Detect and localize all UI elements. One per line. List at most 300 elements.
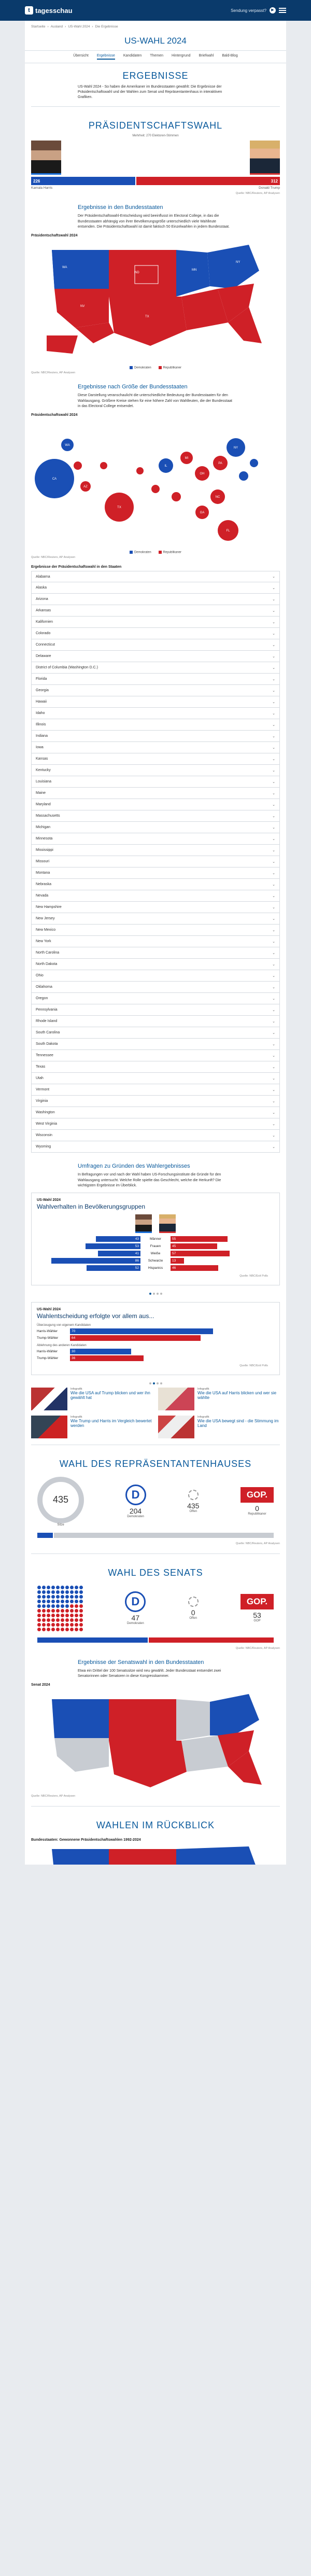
rep-share-bar: 57 <box>171 1251 230 1256</box>
state-name: New Jersey <box>36 917 55 921</box>
map-text: Der Präsidentschaftswahl-Entscheidung wird beeinflusst im Electoral College, in das die Bundesstaaten abhängig von ihrer Bevölkerungsgröße unterschiedlich viele Wahlleute entsenden. Die Präsidentschaftswahl ist damit faktisch 50 Einzelwahlen in jedem Bundesstaat. <box>78 214 230 229</box>
senate-seat <box>75 1618 78 1622</box>
senate-seat <box>61 1623 64 1627</box>
state-name: South Carolina <box>36 1031 60 1035</box>
teaser-image <box>158 1416 194 1438</box>
chevron-down-icon: ⌄ <box>272 677 275 681</box>
chevron-down-icon: ⌄ <box>272 586 275 590</box>
carousel-dots[interactable] <box>25 1379 286 1388</box>
state-row[interactable] <box>31 879 280 890</box>
svg-text:GA: GA <box>200 511 205 514</box>
menu-icon[interactable] <box>279 8 286 13</box>
majority-note: Mehrheit: 270 Elektoren-Stimmen <box>132 134 179 138</box>
svg-text:NV: NV <box>80 304 85 308</box>
state-row[interactable] <box>31 845 280 856</box>
state-name: Idaho <box>36 711 45 716</box>
state-row[interactable] <box>31 1027 280 1039</box>
bubble-chart-label: Präsidentschaftswahl 2024 <box>31 413 78 417</box>
survey-card-motive[interactable]: US-Wahl 2024 Wahlentscheidung erfolgte vor allem aus... Überzeugung von eigenem Kandidaten Harris-Wähler 70 Trump-Wähler 64 Ablehnung des anderen Kandidaten Harris-Wähler 30 Trump-Wähler 36 Quelle: NBC/Exit Polls <box>31 1302 280 1375</box>
senate-seat <box>37 1628 41 1631</box>
senate-seat <box>42 1595 46 1599</box>
teaser-image <box>158 1388 194 1410</box>
tagesschau-logo[interactable]: t tagesschau <box>25 6 73 15</box>
house-heading: WAHL DES REPRÄSENTANTENHAUSES <box>59 1458 252 1469</box>
survey-card-groups[interactable]: US-Wahl 2024 Wahlverhalten in Bevölkerungsgruppen 43 Männer 55 53 Frauen 45 41 Weiße 57 86 Schwarze 13 52 Hispanics 46 Quelle: NBC/Exit Polls <box>31 1193 280 1285</box>
senate-seat <box>56 1618 60 1622</box>
state-row[interactable] <box>31 810 280 822</box>
chevron-down-icon: ⌄ <box>272 940 275 944</box>
trump-thumb <box>159 1214 176 1233</box>
breadcrumb-item[interactable]: Ausland <box>50 25 63 29</box>
survey-text: In Befragungen vor und nach der Wahl haben US-Forschungsinstitute die Gründe für den Wahlausgang untersucht. Welche Rolle spielte das Geschlecht, welche die Herkunft? Die wichtigsten Ergebnisse im Überblick. <box>78 1173 221 1187</box>
state-name: Ohio <box>36 974 44 978</box>
senate-seat <box>51 1604 55 1608</box>
state-name: Kentucky <box>36 768 51 773</box>
state-row[interactable] <box>31 867 280 879</box>
state-row[interactable] <box>31 605 280 617</box>
senate-seat <box>56 1595 60 1599</box>
senate-seat <box>79 1600 83 1603</box>
state-row[interactable] <box>31 1096 280 1107</box>
senate-seat <box>70 1586 74 1589</box>
senate-seat <box>47 1609 50 1613</box>
senate-seat <box>56 1590 60 1594</box>
state-row[interactable] <box>31 719 280 731</box>
senate-seat <box>56 1628 60 1631</box>
state-row[interactable] <box>31 731 280 742</box>
senate-seat <box>75 1586 78 1589</box>
open-seats-icon <box>188 1490 199 1500</box>
state-row[interactable] <box>31 788 280 799</box>
state-name: North Carolina <box>36 951 60 955</box>
dem-share-bar: 86 <box>51 1258 140 1264</box>
state-row[interactable] <box>31 639 280 651</box>
state-name: Oregon <box>36 997 48 1001</box>
state-name: Iowa <box>36 746 44 750</box>
rep-bar: 312 <box>136 177 280 185</box>
motive-label: Harris-Wähler <box>37 1349 58 1353</box>
legend-dem: Demokraten <box>130 551 151 554</box>
state-name: Florida <box>36 677 47 681</box>
map-chart-label: Präsidentschaftswahl 2024 <box>31 233 78 237</box>
state-name: Louisiana <box>36 780 51 784</box>
chevron-down-icon: ⌄ <box>272 723 275 727</box>
state-row[interactable] <box>31 1107 280 1118</box>
senate-seat <box>37 1586 41 1589</box>
svg-text:AZ: AZ <box>83 485 88 488</box>
legend-rep: Republikaner <box>159 366 181 370</box>
state-row[interactable] <box>31 582 280 594</box>
state-row[interactable] <box>31 708 280 719</box>
state-row[interactable] <box>31 1016 280 1027</box>
motive-row <box>37 1355 274 1361</box>
teaser-card[interactable]: Infografik Wie die USA auf Harris blicken und wer sie wählte <box>158 1388 280 1410</box>
chevron-down-icon: ⌄ <box>272 768 275 773</box>
state-row[interactable] <box>31 925 280 936</box>
senate-seat <box>79 1628 83 1631</box>
state-row[interactable] <box>31 822 280 833</box>
results-heading: ERGEBNISSE <box>122 71 189 81</box>
senate-seat <box>42 1609 46 1613</box>
senate-seat <box>70 1623 74 1627</box>
senate-seat <box>61 1628 64 1631</box>
state-row[interactable] <box>31 1061 280 1073</box>
chevron-down-icon: ⌄ <box>272 1054 275 1058</box>
state-name: Wyoming <box>36 1145 51 1149</box>
senate-heading: WAHL DES SENATS <box>108 1567 203 1578</box>
svg-text:NY: NY <box>233 446 238 450</box>
chevron-down-icon: ⌄ <box>272 962 275 967</box>
senate-seat <box>42 1618 46 1622</box>
group-label: Schwarze <box>148 1258 163 1263</box>
top-navigation <box>0 0 311 21</box>
svg-text:WA: WA <box>62 265 67 269</box>
senate-seat <box>47 1604 50 1608</box>
state-row[interactable] <box>31 982 280 993</box>
state-name: Kansas <box>36 757 48 761</box>
state-row[interactable] <box>31 674 280 685</box>
state-name: Illinois <box>36 723 46 727</box>
senate-seat <box>42 1628 46 1631</box>
group-label: Frauen <box>150 1244 161 1248</box>
map-source: Quelle: NBC/Reuters, AP Analysen <box>31 371 76 375</box>
state-row[interactable] <box>31 628 280 639</box>
legend-dem: Demokraten <box>130 366 151 370</box>
senate-seat <box>37 1595 41 1599</box>
survey-row <box>37 1243 274 1249</box>
state-row[interactable] <box>31 1004 280 1016</box>
senate-seat <box>47 1628 50 1631</box>
senate-seat <box>75 1609 78 1613</box>
rep-share-bar: 46 <box>171 1265 218 1271</box>
state-name: Georgia <box>36 689 49 693</box>
state-row[interactable] <box>31 594 280 605</box>
chevron-down-icon: ⌄ <box>272 814 275 818</box>
chevron-down-icon: ⌄ <box>272 803 275 807</box>
house-seat-ring: 435 <box>37 1477 84 1523</box>
chevron-down-icon: ⌄ <box>272 1031 275 1035</box>
rep-share-bar: 45 <box>171 1243 217 1249</box>
senate-seat <box>56 1600 60 1603</box>
senate-seat <box>65 1586 69 1589</box>
senate-seat <box>79 1595 83 1599</box>
state-row[interactable] <box>31 1050 280 1061</box>
senate-seat <box>79 1623 83 1627</box>
state-row[interactable] <box>31 1118 280 1130</box>
motive-bar: 64 <box>70 1335 201 1341</box>
survey-heading: Umfragen zu Gründen des Wahlergebnisses <box>78 1163 190 1170</box>
svg-text:OH: OH <box>200 472 205 475</box>
state-row[interactable] <box>31 742 280 753</box>
us-results-map[interactable] <box>31 240 280 364</box>
state-row[interactable] <box>31 936 280 947</box>
senate-seat <box>61 1614 64 1617</box>
senate-seat <box>56 1609 60 1613</box>
senate-seat <box>37 1604 41 1608</box>
state-name: Virginia <box>36 1099 48 1103</box>
state-name: Massachusetts <box>36 814 60 818</box>
state-row[interactable] <box>31 902 280 913</box>
carousel-dots[interactable] <box>25 1290 286 1298</box>
chevron-down-icon: ⌄ <box>272 894 275 898</box>
page-title: US-WAHL 2024 <box>25 33 286 51</box>
dem-bar: 226 <box>31 177 135 185</box>
state-row[interactable] <box>31 765 280 776</box>
state-row[interactable] <box>31 617 280 628</box>
electoral-vote-bar <box>31 177 280 185</box>
senate-seat <box>47 1614 50 1617</box>
open-seats-icon <box>188 1597 199 1607</box>
chevron-down-icon: ⌄ <box>272 848 275 852</box>
dem-candidate-name: Kamala Harris <box>31 186 53 190</box>
chevron-down-icon: ⌄ <box>272 757 275 761</box>
senate-seat <box>42 1604 46 1608</box>
group-label: Hispanics <box>148 1266 163 1270</box>
teaser-card[interactable]: Infografik Wie die USA auf Trump blicken und wer ihn gewählt hat <box>31 1388 153 1410</box>
state-list-label: Ergebnisse der Präsidentschaftswahl in den Staaten <box>31 565 122 569</box>
chevron-down-icon: ⌄ <box>272 734 275 738</box>
senate-seat <box>75 1623 78 1627</box>
tab-blog[interactable]: Bald-Blog <box>222 54 238 58</box>
chevron-down-icon: ⌄ <box>272 1111 275 1115</box>
house-summary: 435 Sitze D 204 Demokraten 435 Offen GOP. 0 Republikaner <box>25 1473 286 1531</box>
senate-seat <box>42 1590 46 1594</box>
senate-seat <box>61 1600 64 1603</box>
chevron-down-icon: ⌄ <box>272 997 275 1001</box>
senate-seat <box>70 1595 74 1599</box>
senate-seat-bar <box>25 1635 286 1645</box>
chevron-down-icon: ⌄ <box>272 837 275 841</box>
breadcrumb-item[interactable]: Startseite <box>31 25 46 29</box>
tab-uebersicht[interactable]: Übersicht <box>73 54 89 58</box>
state-row[interactable] <box>31 890 280 902</box>
state-row[interactable] <box>31 1141 280 1153</box>
motive-label: Trump-Wähler <box>37 1356 59 1360</box>
senate-seat <box>47 1595 50 1599</box>
senate-seat <box>37 1600 41 1603</box>
senate-seat <box>79 1614 83 1617</box>
state-row[interactable] <box>31 913 280 925</box>
senate-seat <box>79 1586 83 1589</box>
dem-share-bar: 52 <box>87 1265 140 1271</box>
senate-seat <box>70 1590 74 1594</box>
state-name: New York <box>36 940 51 944</box>
motive-bar: 30 <box>70 1349 131 1354</box>
state-name: Oklahoma <box>36 985 52 989</box>
map-legend <box>25 364 286 370</box>
chevron-down-icon: ⌄ <box>272 632 275 636</box>
breadcrumb: Startseite › Ausland › US-Wahl 2024 › Die Ergebnisse <box>31 25 118 29</box>
democrat-logo-icon: D <box>125 1591 146 1612</box>
teaser-card[interactable]: Infografik Wie Trump und Harris im Vergleich bewertet werden <box>31 1416 153 1438</box>
chevron-down-icon: ⌄ <box>272 1076 275 1081</box>
state-row[interactable] <box>31 856 280 867</box>
senate-seat <box>42 1600 46 1603</box>
state-name: Montana <box>36 871 50 875</box>
senate-map[interactable] <box>31 1689 280 1793</box>
state-accordion <box>25 571 286 1153</box>
state-name: Delaware <box>36 654 51 659</box>
senate-seat <box>47 1623 50 1627</box>
rep-share-bar: 55 <box>171 1236 228 1242</box>
state-name: Rhode Island <box>36 1019 58 1024</box>
chevron-down-icon: ⌄ <box>272 654 275 659</box>
senate-seat <box>56 1614 60 1617</box>
senate-seat <box>51 1618 55 1622</box>
survey-row <box>37 1258 274 1264</box>
senate-seat <box>65 1595 69 1599</box>
us-bubble-map[interactable] <box>31 419 280 549</box>
senate-seat <box>37 1618 41 1622</box>
chevron-down-icon: ⌄ <box>272 871 275 875</box>
state-row[interactable] <box>31 753 280 765</box>
state-row[interactable] <box>31 1039 280 1050</box>
state-name: Connecticut <box>36 643 55 647</box>
state-row[interactable] <box>31 833 280 845</box>
chevron-down-icon: ⌄ <box>272 666 275 670</box>
state-row[interactable] <box>31 662 280 674</box>
senate-seat <box>42 1614 46 1617</box>
svg-text:FL: FL <box>226 529 230 533</box>
state-row[interactable] <box>31 685 280 696</box>
chevron-down-icon: ⌄ <box>272 1042 275 1046</box>
senate-seat <box>56 1623 60 1627</box>
state-row[interactable] <box>31 571 280 582</box>
chevron-down-icon: ⌄ <box>272 1019 275 1024</box>
svg-text:WA: WA <box>65 443 70 447</box>
senate-seat <box>75 1600 78 1603</box>
state-name: Vermont <box>36 1088 50 1092</box>
svg-text:TX: TX <box>117 506 121 509</box>
svg-text:ND: ND <box>135 271 139 274</box>
state-row[interactable] <box>31 993 280 1004</box>
state-row[interactable] <box>31 696 280 708</box>
motive-label: Trump-Wähler <box>37 1336 59 1340</box>
tab-kandidaten[interactable]: Kandidaten <box>123 54 142 58</box>
motive-bar: 36 <box>70 1355 144 1361</box>
chevron-down-icon: ⌄ <box>272 1088 275 1092</box>
bubble-text: Diese Darstellung veranschaulicht die unterschiedliche Bedeutung der Bundesstaaten für den Wahlausgang. Größere Kreise stehen für eine höhere Zahl von Wahlleuten, die der Bundesstaat in das Electoral College entsendet. <box>78 394 232 408</box>
state-row[interactable] <box>31 799 280 810</box>
history-heading: WAHLEN IM RÜCKBLICK <box>96 1820 215 1831</box>
play-icon[interactable]: ▶ <box>270 7 276 13</box>
breadcrumb-item[interactable]: US-Wahl 2024 <box>68 25 90 29</box>
chevron-down-icon: ⌄ <box>272 700 275 704</box>
state-name: Nevada <box>36 894 49 898</box>
senate-seat <box>65 1614 69 1617</box>
state-name: Maryland <box>36 803 51 807</box>
senate-seat <box>70 1600 74 1603</box>
bubble-source: Quelle: NBC/Reuters, AP Analysen <box>31 556 76 559</box>
state-name: Minnesota <box>36 837 53 841</box>
senate-seat <box>79 1618 83 1622</box>
trump-photo <box>250 141 280 175</box>
chevron-down-icon: ⌄ <box>272 883 275 887</box>
senate-seat <box>47 1586 50 1589</box>
tab-hintergrund[interactable]: Hintergrund <box>171 54 191 58</box>
results-lede: US-Wahl 2024 - So haben die Amerikaner im Bundesstaaten gewählt: Die Ergebnisse der Präsidentschaftswahl und der Wahlen zum Senat und Repräsentantenhaus in interaktiven Grafiken. <box>78 85 222 100</box>
state-name: Hawaii <box>36 700 47 704</box>
state-name: North Dakota <box>36 962 58 967</box>
live-label[interactable]: Sendung verpasst? <box>231 8 266 13</box>
bubble-heading: Ergebnisse nach Größe der Bundesstaaten <box>78 384 188 390</box>
senate-seat <box>79 1590 83 1594</box>
state-row[interactable] <box>31 1130 280 1141</box>
senate-seat-grid <box>37 1586 83 1631</box>
chevron-down-icon: ⌄ <box>272 711 275 716</box>
dem-share-bar: 53 <box>86 1243 140 1249</box>
tab-briefwahl[interactable]: Briefwahl <box>199 54 214 58</box>
chevron-down-icon: ⌄ <box>272 620 275 624</box>
senate-seat <box>47 1590 50 1594</box>
state-row[interactable] <box>31 776 280 788</box>
teaser-image <box>31 1388 67 1410</box>
tab-themen[interactable]: Themen <box>150 54 163 58</box>
democrat-logo-icon: D <box>125 1485 146 1505</box>
chevron-down-icon: ⌄ <box>272 928 275 932</box>
state-name: Kalifornien <box>36 620 53 624</box>
state-row[interactable] <box>31 651 280 662</box>
motive-bar: 70 <box>70 1328 213 1334</box>
state-name: New Hampshire <box>36 905 62 909</box>
state-name: Utah <box>36 1076 44 1081</box>
chevron-down-icon: ⌄ <box>272 917 275 921</box>
senate-seat <box>70 1604 74 1608</box>
chevron-down-icon: ⌄ <box>272 825 275 830</box>
senate-seat <box>61 1595 64 1599</box>
gop-logo-icon: GOP. <box>241 1487 274 1503</box>
teaser-card[interactable]: Infografik Wie die USA bewegt sind - die Stimmung im Land <box>158 1416 280 1438</box>
state-name: Texas <box>36 1065 46 1069</box>
presidential-result <box>25 134 286 190</box>
senate-seat <box>65 1604 69 1608</box>
senate-seat <box>79 1604 83 1608</box>
state-name: Mississippi <box>36 848 53 852</box>
senate-seat <box>42 1623 46 1627</box>
state-row[interactable] <box>31 959 280 970</box>
chevron-down-icon: ⌄ <box>272 1145 275 1149</box>
senate-seat <box>47 1618 50 1622</box>
chevron-down-icon: ⌄ <box>272 1099 275 1103</box>
senate-seat <box>51 1623 55 1627</box>
senate-seat <box>61 1609 64 1613</box>
senate-seat <box>65 1618 69 1622</box>
state-row[interactable] <box>31 1073 280 1084</box>
survey-row <box>37 1236 274 1242</box>
senate-seat <box>65 1623 69 1627</box>
state-row[interactable] <box>31 947 280 959</box>
chevron-down-icon: ⌄ <box>272 905 275 909</box>
svg-text:NY: NY <box>236 260 241 264</box>
svg-text:PA: PA <box>218 461 222 465</box>
senate-seat <box>65 1628 69 1631</box>
state-row[interactable] <box>31 1084 280 1096</box>
chevron-down-icon: ⌄ <box>272 1008 275 1012</box>
senate-text: Etwa ein Drittel der 100 Senatssitze wird neu gewählt. Jeder Bundesstaat entsendet zwei Senatorinnen oder Senatoren in diese Kongresskammer. <box>78 1669 221 1678</box>
senate-summary: D 47 Demokraten 0 Offen GOP. 53 GOP <box>25 1581 286 1635</box>
senate-seat <box>37 1614 41 1617</box>
motive-row <box>37 1328 274 1334</box>
state-row[interactable] <box>31 970 280 982</box>
motive-row <box>37 1349 274 1354</box>
tab-ergebnisse[interactable]: Ergebnisse <box>97 54 115 60</box>
history-map[interactable] <box>31 1844 280 1865</box>
chevron-down-icon: ⌄ <box>272 746 275 750</box>
senate-seat <box>75 1628 78 1631</box>
breadcrumb-item: Die Ergebnisse <box>95 25 118 29</box>
state-name: Missouri <box>36 860 50 864</box>
source-note: Quelle: NBC/Reuters, AP Analysen <box>235 192 280 195</box>
